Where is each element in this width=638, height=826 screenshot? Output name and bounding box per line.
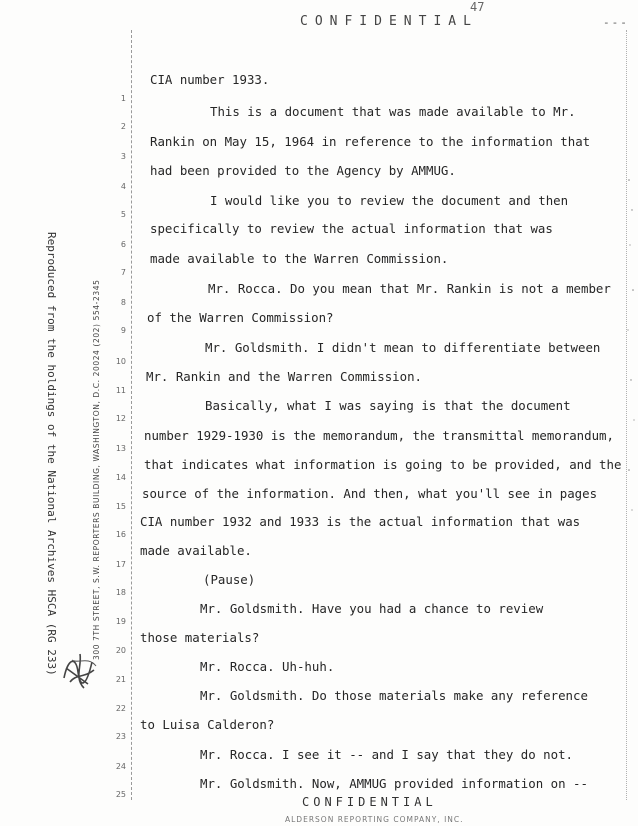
transcript-line: This is a document that was made available to Mr. <box>210 104 576 119</box>
line-number: 12 <box>115 414 126 423</box>
line-number: 16 <box>115 530 126 539</box>
transcript-line: CIA number 1933. <box>150 72 270 87</box>
handwritten-initials <box>58 648 102 692</box>
transcript-line: Mr. Goldsmith. Now, AMMUG provided information on -- <box>200 776 588 791</box>
line-number: 1 <box>120 94 126 103</box>
line-number: 14 <box>115 473 126 482</box>
line-number: 24 <box>115 762 126 771</box>
transcript-line: Mr. Rocca. Do you mean that Mr. Rankin is not a member <box>208 281 611 296</box>
transcript-line: had been provided to the Agency by AMMUG. <box>150 163 456 178</box>
line-number: 3 <box>120 152 126 161</box>
line-number: 18 <box>115 588 126 597</box>
line-number: 2 <box>120 122 126 131</box>
transcript-line: to Luisa Calderon? <box>140 717 275 732</box>
transcript-line: Rankin on May 15, 1964 in reference to the information that <box>150 134 591 149</box>
transcript-line: I would like you to review the document and then <box>210 193 569 208</box>
transcript-line: source of the information. And then, what you'll see in pages <box>142 486 598 501</box>
line-number: 6 <box>120 240 126 249</box>
scan-edge-speckle <box>626 170 636 530</box>
transcript-line: specifically to review the actual information that was <box>150 221 553 236</box>
transcript-line: those materials? <box>140 630 260 645</box>
footer-confidential: CONFIDENTIAL <box>302 795 437 809</box>
document-page: 47 CONFIDENTIAL --- Reproduced from the holdings of the National Archives HSCA (RG 233) 300 7TH STREET, S.W. REPORTERS BUILDING, WASHINGTON, D.C. 20024 (202) 554-2345 1 2 3 4 5 6 7 8 9 10 11 12 13 14 15 16 17 18 19 20 21 22 23 24 25 CIA number 1933. This is a document that was made available to Mr. Rankin on May 15, 1964 in reference to the information that had been provided to the Agency by AMMUG. I would like you to review the document and then specifically to review the actual information that was made available to the Warren Commission. Mr. Rocca. Do you mean that Mr. Rankin is not a member of the Warren Commission? Mr. Goldsmith. I didn't mean to differentiate between Mr. Rankin and the Warren Commission. Basically, what I was saying is that the document number 1929-1930 is the memorandum, the transmittal memorandum, that indicates what information is going to be provided, and the source of the information. And then, what you'll see in pages CIA number 1932 and 1933 is the actual information that was made available. (Pause) Mr. Goldsmith. Have you had a chance to review those materials? Mr. Rocca. Uh-huh. Mr. Goldsmith. Do those materials make any reference to Luisa Calderon? Mr. Rocca. I see it -- and I say that they do not. Mr. Goldsmith. Now, AMMUG provided information on -- CONFIDENTIAL ALDERSON REPORTING COMPANY, INC. <box>0 0 638 826</box>
transcript-line: CIA number 1932 and 1933 is the actual information that was <box>140 514 581 529</box>
line-number: 9 <box>120 326 126 335</box>
left-margin-rule <box>131 30 132 800</box>
transcript-line: Mr. Goldsmith. I didn't mean to differentiate between <box>205 340 601 355</box>
transcript-line: number 1929-1930 is the memorandum, the transmittal memorandum, <box>144 428 614 443</box>
line-number: 19 <box>115 617 126 626</box>
transcript-line: made available to the Warren Commission. <box>150 251 449 266</box>
line-number: 17 <box>115 560 126 569</box>
line-number: 8 <box>120 298 126 307</box>
line-number: 7 <box>120 268 126 277</box>
transcript-line: (Pause) <box>203 572 256 587</box>
transcript-line: Mr. Rankin and the Warren Commission. <box>146 369 423 384</box>
transcript-line: of the Warren Commission? <box>147 310 334 325</box>
line-number: 11 <box>115 386 126 395</box>
header-page-mark: --- <box>603 16 629 29</box>
line-number: 4 <box>120 182 126 191</box>
line-number: 10 <box>115 357 126 366</box>
line-number: 5 <box>120 210 126 219</box>
top-scrawl: 47 <box>470 0 485 14</box>
line-number: 13 <box>115 444 126 453</box>
line-number: 21 <box>115 675 126 684</box>
footer-reporting-company: ALDERSON REPORTING COMPANY, INC. <box>285 815 464 824</box>
line-number: 15 <box>115 502 126 511</box>
transcript-line: Mr. Rocca. I see it -- and I say that they do not. <box>200 747 573 762</box>
transcript-line: Mr. Rocca. Uh-huh. <box>200 659 335 674</box>
transcript-line: made available. <box>140 543 252 558</box>
line-number: 25 <box>115 790 126 799</box>
transcript-line: Mr. Goldsmith. Do those materials make any reference <box>200 688 588 703</box>
header-confidential: CONFIDENTIAL <box>300 14 478 29</box>
transcript-line: Basically, what I was saying is that the document <box>205 398 571 413</box>
line-number: 23 <box>115 732 126 741</box>
transcript-line: that indicates what information is going to be provided, and the <box>144 457 622 472</box>
transcript-line: Mr. Goldsmith. Have you had a chance to review <box>200 601 544 616</box>
line-number: 22 <box>115 704 126 713</box>
line-number: 20 <box>115 646 126 655</box>
